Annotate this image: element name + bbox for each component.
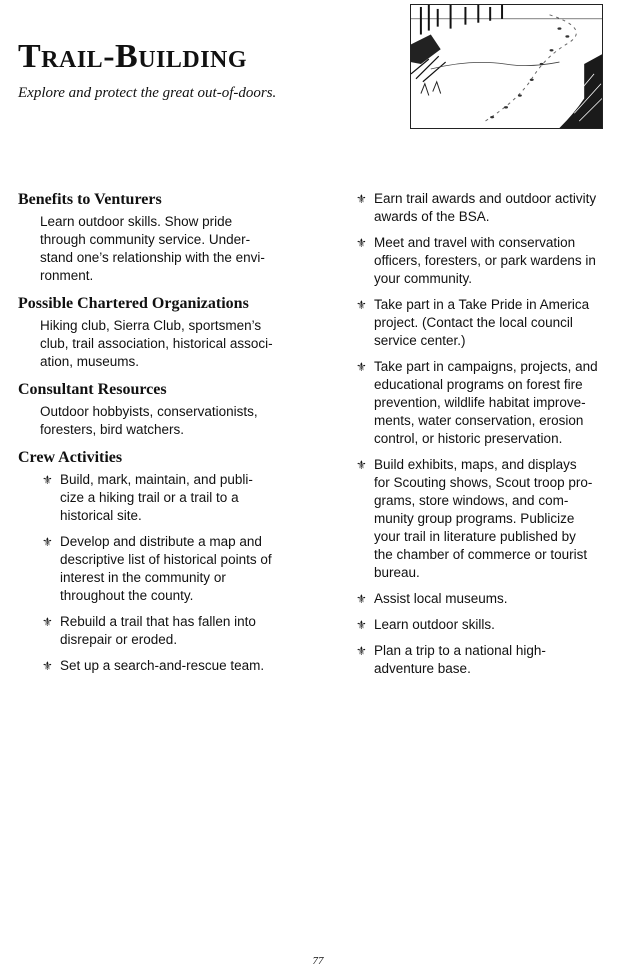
text-line: control, or historic preservation.	[374, 431, 563, 446]
text-line: throughout the county.	[60, 588, 194, 603]
trail-illustration	[410, 4, 603, 129]
text-line: stand one’s relationship with the envi-	[40, 250, 265, 265]
right-activities-list	[356, 190, 606, 678]
text-line: descriptive list of historical points of	[60, 552, 272, 567]
fleur-de-lis-icon: ⚜	[42, 659, 53, 673]
text-line: historical site.	[60, 508, 142, 523]
list-item	[356, 358, 606, 448]
resources-heading: Consultant Resources	[18, 381, 167, 398]
activities-list	[42, 471, 318, 675]
text-line: interest in the community or	[60, 570, 226, 585]
fleur-de-lis-icon: ⚜	[356, 192, 367, 206]
text-line: Learn outdoor skills.	[374, 617, 495, 632]
fleur-de-lis-icon: ⚜	[356, 298, 367, 312]
text-line: Earn trail awards and outdoor activity	[374, 191, 597, 206]
benefits-text	[40, 213, 318, 285]
list-item	[42, 471, 318, 525]
list-item	[356, 616, 606, 634]
text-line: disrepair or eroded.	[60, 632, 178, 647]
text-line: Take part in campaigns, projects, and	[374, 359, 598, 374]
text-line: Learn outdoor skills. Show pride	[40, 214, 233, 229]
page-number: 77	[312, 955, 324, 967]
activities-heading: Crew Activities	[18, 449, 123, 466]
fleur-de-lis-icon: ⚜	[42, 473, 53, 487]
list-item	[42, 657, 318, 675]
text-line: Outdoor hobbyists, conservationists,	[40, 404, 258, 419]
fleur-de-lis-icon: ⚜	[356, 236, 367, 250]
text-line: awards of the BSA.	[374, 209, 490, 224]
text-line: Set up a search-and-rescue team.	[60, 658, 265, 673]
text-line: Meet and travel with conservation	[374, 235, 576, 250]
text-line: ronment.	[40, 268, 94, 283]
text-line: for Scouting shows, Scout troop pro-	[374, 475, 593, 490]
text-line: educational programs on forest fire	[374, 377, 583, 392]
text-line: service center.)	[374, 333, 466, 348]
organizations-heading: Possible Chartered Organizations	[18, 295, 249, 312]
text-line: Build exhibits, maps, and displays	[374, 457, 577, 472]
text-line: Assist local museums.	[374, 591, 508, 606]
text-line: your trail in literature published by	[374, 529, 576, 544]
benefits-heading: Benefits to Venturers	[18, 191, 162, 208]
text-line: project. (Contact the local council	[374, 315, 573, 330]
left-column	[18, 190, 318, 683]
text-line: the chamber of commerce or tourist	[374, 547, 588, 562]
fleur-de-lis-icon: ⚜	[356, 458, 367, 472]
winter-trail-sketch-icon	[411, 5, 602, 128]
text-line: Take part in a Take Pride in America	[374, 297, 590, 312]
text-line: Hiking club, Sierra Club, sportsmen’s	[40, 318, 262, 333]
organizations-text	[40, 317, 318, 371]
text-line: through community service. Under-	[40, 232, 251, 247]
list-item	[356, 642, 606, 678]
resources-text	[40, 403, 318, 439]
text-line: adventure base.	[374, 661, 471, 676]
list-item	[356, 190, 606, 226]
list-item	[42, 533, 318, 605]
list-item	[42, 613, 318, 649]
list-item	[356, 234, 606, 288]
text-line: your community.	[374, 271, 473, 286]
text-line: grams, store windows, and com-	[374, 493, 569, 508]
list-item	[356, 590, 606, 608]
text-line: cize a hiking trail or a trail to a	[60, 490, 239, 505]
fleur-de-lis-icon: ⚜	[42, 615, 53, 629]
text-line: prevention, wildlife habitat improve-	[374, 395, 586, 410]
text-line: munity group programs. Publicize	[374, 511, 575, 526]
text-line: officers, foresters, or park wardens in	[374, 253, 596, 268]
fleur-de-lis-icon: ⚜	[356, 644, 367, 658]
list-item	[356, 296, 606, 350]
text-line: foresters, bird watchers.	[40, 422, 185, 437]
list-item	[356, 456, 606, 582]
text-line: Develop and distribute a map and	[60, 534, 262, 549]
right-column	[356, 190, 606, 686]
text-line: Plan a trip to a national high-	[374, 643, 546, 658]
page-subtitle: Explore and protect the great out-of-doors.	[18, 85, 277, 101]
text-line: ments, water conservation, erosion	[374, 413, 584, 428]
fleur-de-lis-icon: ⚜	[356, 360, 367, 374]
text-line: ation, museums.	[40, 354, 140, 369]
fleur-de-lis-icon: ⚜	[356, 592, 367, 606]
text-line: club, trail association, historical associ-	[40, 336, 273, 351]
fleur-de-lis-icon: ⚜	[356, 618, 367, 632]
text-line: Rebuild a trail that has fallen into	[60, 614, 256, 629]
text-line: bureau.	[374, 565, 420, 580]
page-title: Trail-Building	[18, 38, 248, 75]
text-line: Build, mark, maintain, and publi-	[60, 472, 253, 487]
fleur-de-lis-icon: ⚜	[42, 535, 53, 549]
